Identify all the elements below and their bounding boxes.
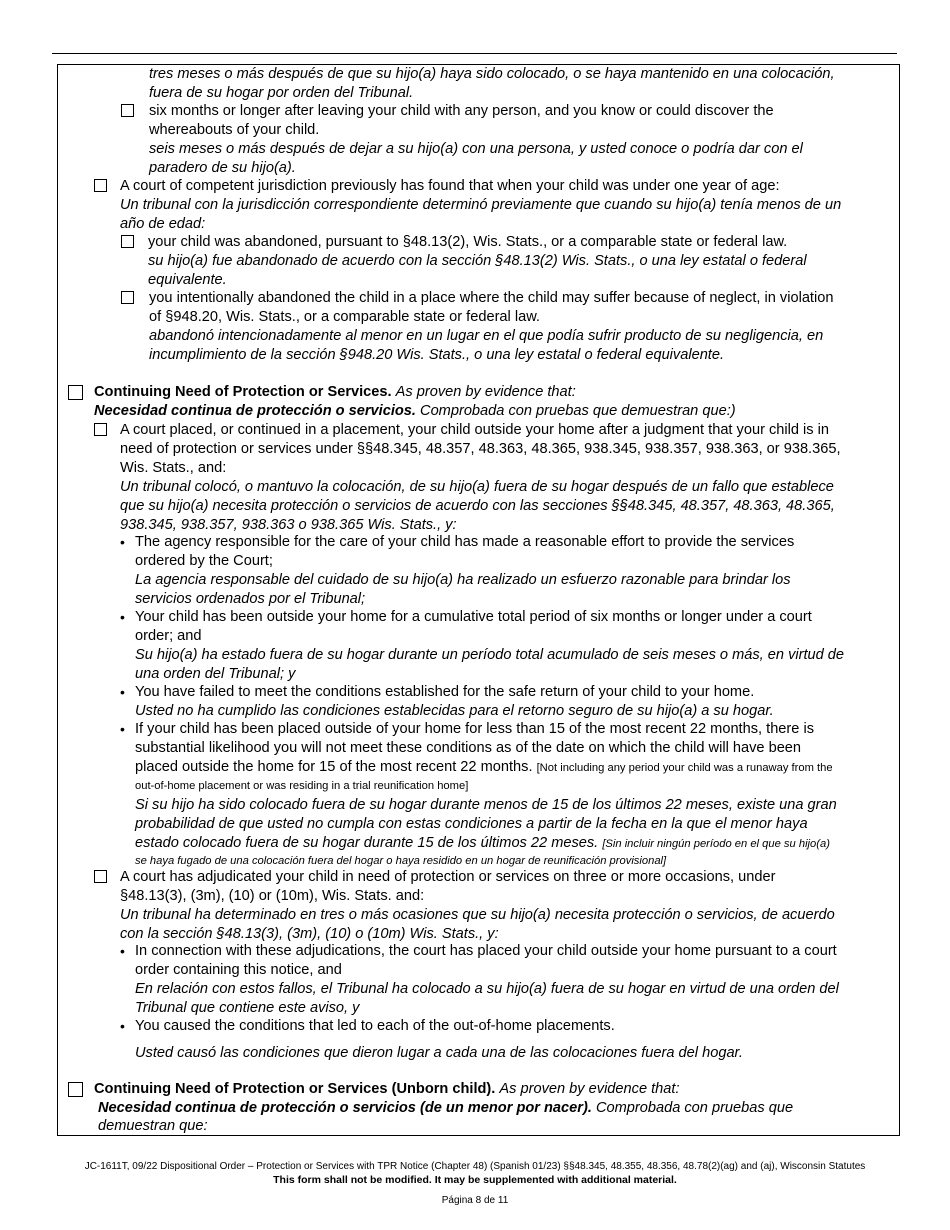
text-line: you intentionally abandoned the child in a place where the child may suffer because of neglect, in violation	[149, 290, 834, 306]
text-line: probabilidad de que usted no cumpla con estas condiciones a partir de la fecha en la que el menor haya	[135, 816, 808, 832]
text-line: six months or longer after leaving your child with any person, and you know or could discover the	[149, 103, 774, 119]
text-line: paradero de su hijo(a).	[149, 160, 296, 176]
section-heading-es: Necesidad continua de protección o servicios. Comprobada con pruebas que demuestran que:)	[94, 403, 736, 419]
text-line: La agencia responsable del cuidado de su hijo(a) ha realizado un esfuerzo razonable para brindar los	[135, 572, 791, 588]
page-number: Página 8 de 11	[441, 1195, 509, 1206]
bullet-icon: •	[120, 721, 125, 737]
text-line: su hijo(a) fue abandonado de acuerdo con la sección §48.13(2) Wis. Stats., o una ley estatal o federal	[148, 253, 807, 269]
text-line: Su hijo(a) ha estado fuera de su hogar durante un período total acumulado de seis meses o más, en virtud de	[135, 647, 845, 663]
bullet-icon: •	[120, 684, 125, 700]
text-line: placed outside the home for 15 of the most recent 22 months. [Not including any period your child was a runaway from the	[135, 759, 833, 775]
section-heading: Continuing Need of Protection or Services (Unborn child). As proven by evidence that:	[94, 1081, 680, 1097]
text-line: demuestran que:	[98, 1118, 208, 1134]
text-line: Tribunal que contiene este aviso, y	[135, 1000, 360, 1016]
text-line: need of protection or services under §§48.345, 48.357, 48.363, 48.365, 938.345, 938.357, 938.363, or 938.365,	[120, 441, 841, 457]
text-line: se haya fugado de una colocación fuera del hogar o haya residido en un hogar de reunificación provisional]	[135, 855, 667, 867]
text-line: whereabouts of your child.	[149, 122, 320, 138]
text-line: incumplimiento de la sección §948.20 Wis. Stats., o una ley estatal o federal equivalente.	[149, 347, 725, 363]
bullet-icon: •	[120, 609, 125, 625]
text-line: In connection with these adjudications, the court has placed your child outside your home pursuant to a court	[135, 943, 837, 959]
text-line: tres meses o más después de que su hijo(a) haya sido colocado, o se haya mantenido en una colocación,	[149, 66, 835, 82]
text-line: 938.345, 938.357, 938.363 o 938.365 Wis. Stats., y:	[120, 517, 457, 533]
text-line: estado colocado fuera de su hogar durante 15 de los últimos 22 meses. [Sin incluir ningún período en el que su hijo(a)	[135, 835, 830, 851]
footer-notice: This form shall not be modified. It may be supplemented with additional material.	[273, 1174, 677, 1186]
text-line: ordered by the Court;	[135, 553, 273, 569]
text-line: You caused the conditions that led to each of the out-of-home placements.	[135, 1018, 615, 1034]
text-line: servicios ordenados por el Tribunal;	[135, 591, 366, 607]
text-line: A court has adjudicated your child in need of protection or services on three or more occasions, under	[120, 869, 776, 885]
text-line: of §948.20, Wis. Stats., or a comparable state or federal law.	[149, 309, 540, 325]
text-line: Your child has been outside your home for a cumulative total period of six months or longer under a court	[135, 609, 812, 625]
text-line: año de edad:	[120, 216, 206, 232]
checkbox-child-abandoned[interactable]	[121, 235, 134, 248]
text-line: Un tribunal con la jurisdicción correspondiente determinó previamente que cuando su hijo(a) tenía menos de un	[120, 197, 842, 213]
text-line: Usted no ha cumplido las condiciones establecidas para el retorno seguro de su hijo(a) a su hogar.	[135, 703, 774, 719]
text-line: equivalente.	[148, 272, 227, 288]
text-line: substantial likelihood you will not meet these conditions as of the date on which the child will have been	[135, 740, 802, 756]
checkbox-prior-finding[interactable]	[94, 179, 107, 192]
text-line: §48.13(3), (3m), (10) or (10m), Wis. Stats. and:	[120, 888, 425, 904]
checkbox-three-adjudications[interactable]	[94, 870, 107, 883]
bullet-icon: •	[120, 943, 125, 959]
checkbox-intentional-abandonment[interactable]	[121, 291, 134, 304]
text-line: seis meses o más después de dejar a su hijo(a) con una persona, y usted conoce o podría dar con el	[149, 141, 803, 157]
text-line: que su hijo(a) necesita protección o servicios de acuerdo con las secciones §§48.345, 48.357, 48.363, 48.365,	[120, 498, 835, 514]
text-line: Si su hijo ha sido colocado fuera de su hogar durante menos de 15 de los últimos 22 meses, existe una gran	[135, 797, 837, 813]
text-line: con la sección §48.13(3), (3m), (10) o (10m) Wis. Stats., y:	[120, 926, 499, 942]
section-heading-es: Necesidad continua de protección o servicios (de un menor por nacer). Comprobada con pruebas que	[98, 1100, 794, 1116]
text-line: If your child has been placed outside of your home for less than 15 of the most recent 22 months, there is	[135, 721, 814, 737]
text-line: Un tribunal ha determinado en tres o más ocasiones que su hijo(a) necesita protección o servicios, de acuerdo	[120, 907, 835, 923]
checkbox-court-placed[interactable]	[94, 423, 107, 436]
text-line: fuera de su hogar por orden del Tribunal.	[149, 85, 414, 101]
checkbox-six-months[interactable]	[121, 104, 134, 117]
header-rule	[52, 53, 897, 54]
text-line: The agency responsible for the care of your child has made a reasonable effort to provide the services	[135, 534, 795, 550]
checkbox-continuing-need-unborn[interactable]	[68, 1082, 83, 1097]
text-line: Usted causó las condiciones que dieron lugar a cada una de las colocaciones fuera del hogar.	[135, 1045, 743, 1061]
text-line: Un tribunal colocó, o mantuvo la colocación, de su hijo(a) fuera de su hogar después de un fallo que establece	[120, 479, 834, 495]
text-line: out-of-home placement or was residing in a trial reunification home]	[135, 780, 469, 792]
text-line: You have failed to meet the conditions established for the safe return of your child to your home.	[135, 684, 755, 700]
text-line: Wis. Stats., and:	[120, 460, 227, 476]
bullet-icon: •	[120, 1018, 125, 1034]
text-line: abandonó intencionadamente al menor en un lugar en el que podía sufrir producto de su negligencia, en	[149, 328, 824, 344]
text-line: order containing this notice, and	[135, 962, 342, 978]
form-id: JC-1611T, 09/22 Dispositional Order – Protection or Services with TPR Notice (Chapter 48) (Spanish 01/23) §§48.345, 48.355, 48.356, 48.78(2)(ag) and (aj), Wisconsin Statutes	[84, 1161, 866, 1172]
text-line: A court placed, or continued in a placement, your child outside your home after a judgment that your child is in	[120, 422, 830, 438]
section-heading: Continuing Need of Protection or Services. As proven by evidence that:	[94, 384, 576, 400]
text-line: En relación con estos fallos, el Tribunal ha colocado a su hijo(a) fuera de su hogar en virtud de una orden del	[135, 981, 839, 997]
text-line: order; and	[135, 628, 202, 644]
text-line: una orden del Tribunal; y	[135, 666, 296, 682]
text-line: A court of competent jurisdiction previously has found that when your child was under one year of age:	[120, 178, 780, 194]
text-line: your child was abandoned, pursuant to §48.13(2), Wis. Stats., or a comparable state or federal law.	[148, 234, 788, 250]
bullet-icon: •	[120, 534, 125, 550]
checkbox-continuing-need[interactable]	[68, 385, 83, 400]
